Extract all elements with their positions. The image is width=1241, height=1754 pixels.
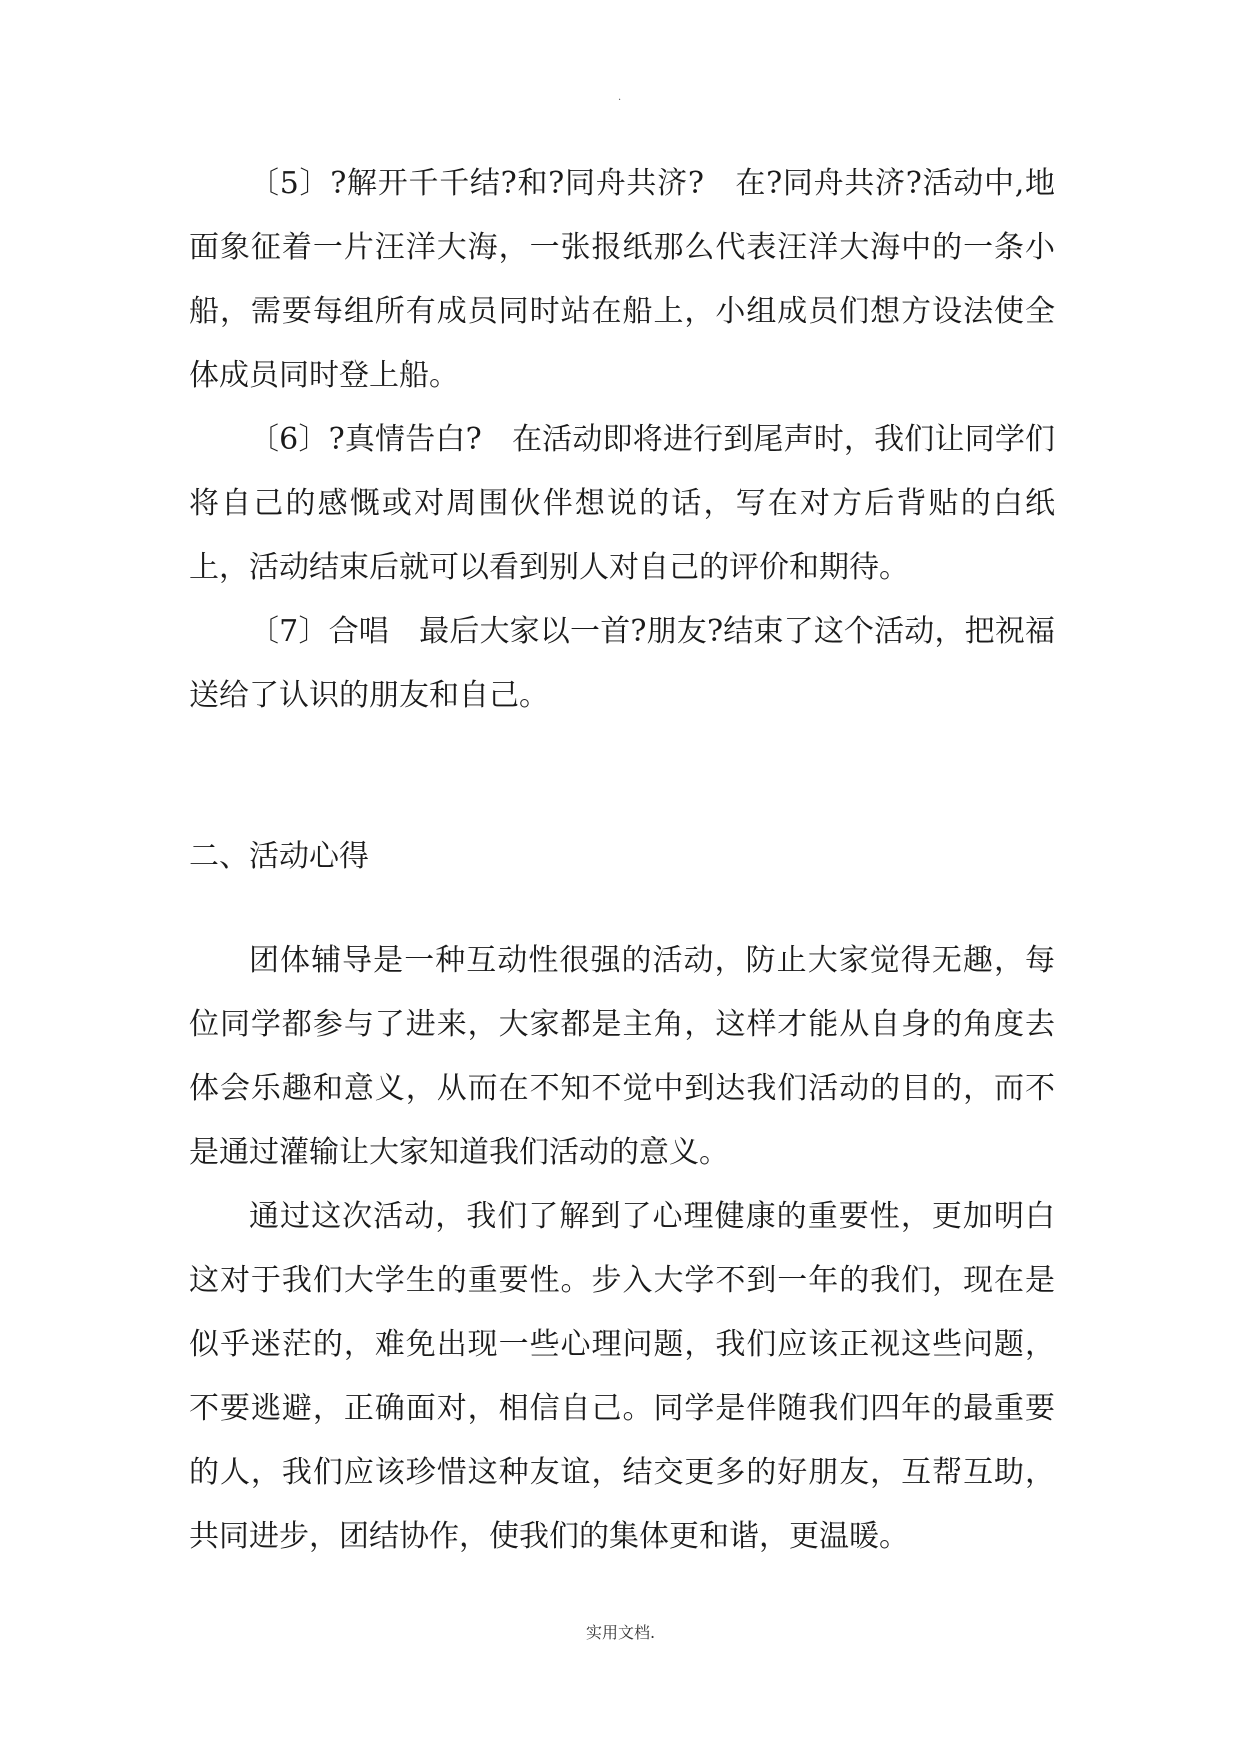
- paragraph-reflection-1: 团体辅导是一种互动性很强的活动，防止大家觉得无趣，每位同学都参与了进来，大家都是主角，这样才能从自身的角度去体会乐趣和意义，从而在不知不觉中到达我们活动的目的，而不是通过灌输让大家知道我们活动的意义。: [189, 943, 1055, 1170]
- paragraph-activity-7: 〔7〕合唱 最后大家以一首?朋友?结束了这个活动，把祝福送给了认识的朋友和自己。: [189, 614, 1055, 713]
- paragraph-activity-6: 〔6〕?真情告白? 在活动即将进行到尾声时，我们让同学们将自己的感慨或对周围伙伴想说的话，写在对方后背贴的白纸上，活动结束后就可以看到别人对自己的评价和期待。: [189, 422, 1055, 585]
- document-body: [189, 152, 1055, 1569]
- header-mark: .: [618, 92, 622, 103]
- page-footer: 实用文档.: [585, 1623, 656, 1642]
- section-heading: 二、活动心得: [189, 839, 369, 874]
- paragraph-activity-5: 〔5〕?解开千千结?和?同舟共济? 在?同舟共济?活动中,地面象征着一片汪洋大海，一张报纸那么代表汪洋大海中的一条小船，需要每组所有成员同时站在船上，小组成员们想方设法使全体成员同时登上船。: [189, 166, 1055, 393]
- paragraph-reflection-2: 通过这次活动，我们了解到了心理健康的重要性，更加明白这对于我们大学生的重要性。步入大学不到一年的我们，现在是似乎迷茫的，难免出现一些心理问题，我们应该正视这些问题，不要逃避，正确面对，相信自己。同学是伴随我们四年的最重要的人，我们应该珍惜这种友谊，结交更多的好朋友，互帮互助，共同进步，团结协作，使我们的集体更和谐，更温暖。: [189, 1199, 1055, 1554]
